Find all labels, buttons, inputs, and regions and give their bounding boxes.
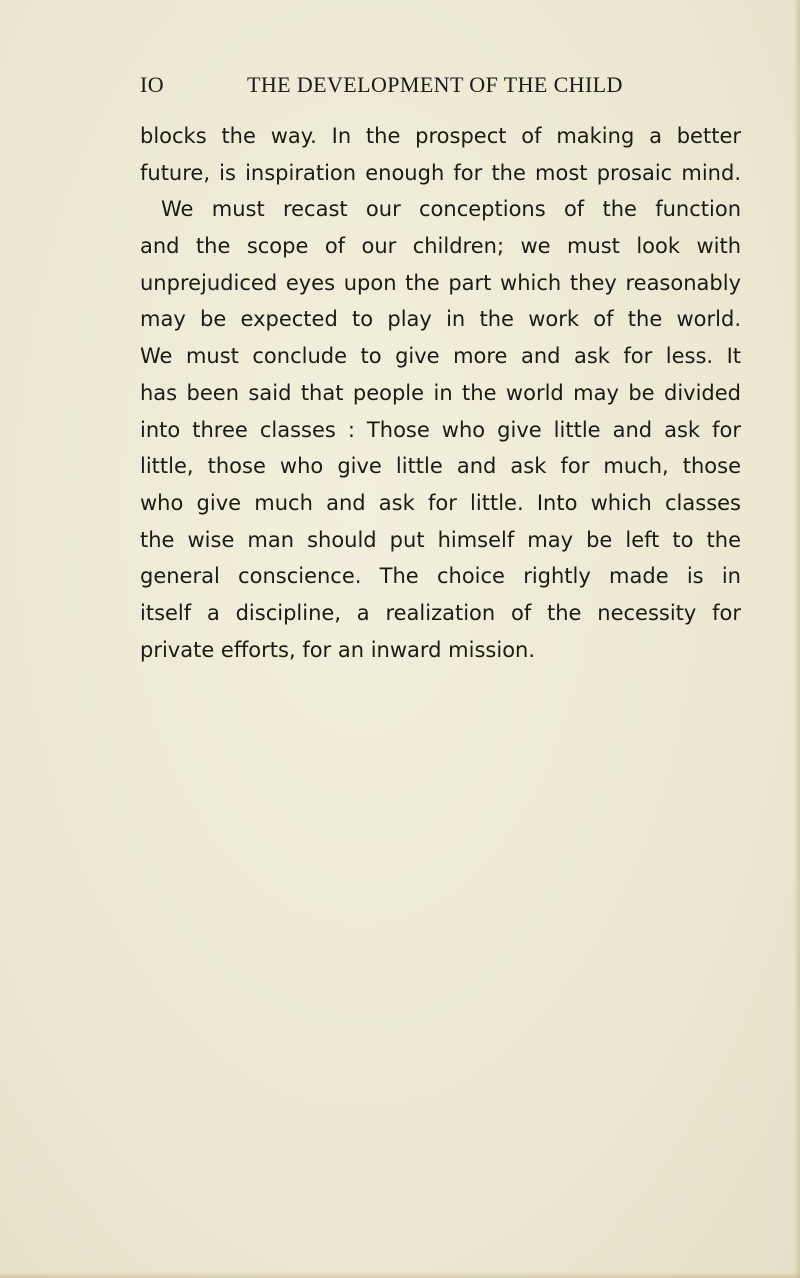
text-line: unprejudiced eyes upon the part which they reasonably	[140, 270, 741, 295]
text-line: itself a discipline, a realization of the necessity for	[140, 600, 741, 625]
page-bottom-shadow	[0, 1272, 800, 1278]
text-line: general conscience. The choice rightly made is in	[140, 564, 741, 589]
text-line: We must recast our conceptions of the function	[161, 197, 741, 222]
text-line: future, is inspiration enough for the most prosaic mind.	[140, 160, 741, 185]
text-line: and the scope of our children; we must look with	[140, 234, 741, 259]
text-line: who give much and ask for little. Into which classes	[140, 490, 741, 515]
page-header	[140, 72, 741, 108]
body-paragraph	[140, 118, 741, 668]
text-line: blocks the way. In the prospect of making a better	[140, 124, 741, 148]
running-head: THE DEVELOPMENT OF THE CHILD	[247, 72, 623, 97]
text-line: into three classes : Those who give little and ask for	[140, 417, 741, 442]
text-line: has been said that people in the world may be divided	[140, 380, 741, 405]
text-line: private efforts, for an inward mission.	[140, 637, 536, 662]
page-edge-shadow	[794, 0, 800, 1278]
text-line: We must conclude to give more and ask for less. It	[140, 344, 741, 369]
text-line: the wise man should put himself may be left to the	[140, 527, 741, 552]
text-line: little, those who give little and ask for much, those	[140, 454, 741, 479]
text-line: may be expected to play in the work of the world.	[140, 307, 741, 332]
page-number: IO	[140, 72, 165, 97]
